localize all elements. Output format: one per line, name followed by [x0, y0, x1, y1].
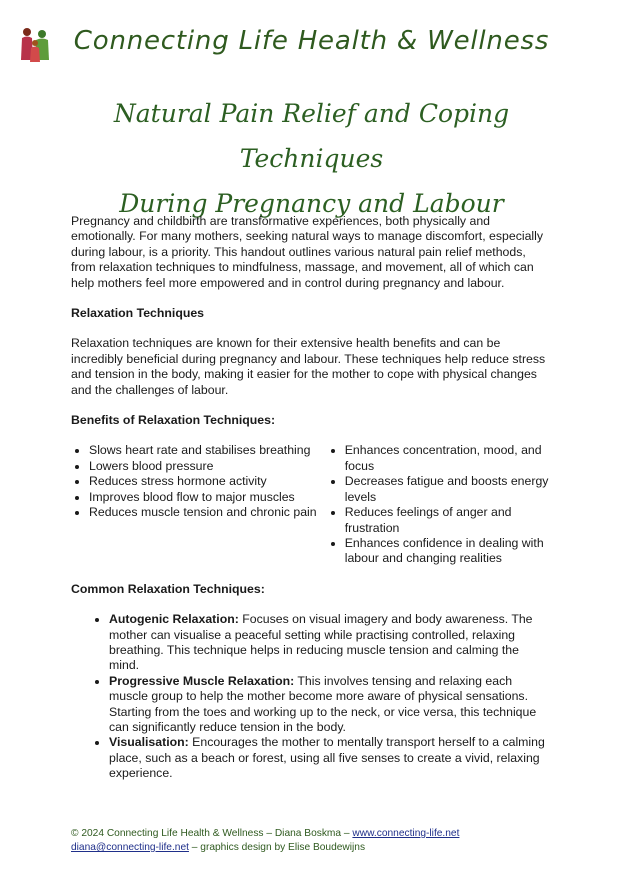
list-item: • Reduces muscle tension and chronic pain	[89, 505, 327, 520]
list-item	[109, 735, 551, 781]
footer-line-2	[71, 841, 591, 855]
list-item: • Slows heart rate and stabilises breathing	[89, 443, 327, 458]
email-link[interactable]: diana@connecting-life.net	[71, 842, 189, 853]
benefits-right-column	[327, 443, 551, 566]
technique-name: Progressive Muscle Relaxation:	[109, 673, 295, 688]
relaxation-heading: Relaxation Techniques	[71, 306, 205, 321]
list-item: • Improves blood flow to major muscles	[89, 490, 327, 505]
list-item: • Enhances concentration, mood, and focus	[345, 443, 551, 474]
page-title	[40, 91, 583, 226]
common-techniques-heading: Common Relaxation Techniques:	[71, 581, 265, 596]
main-content	[71, 214, 551, 782]
technique-description: This involves tensing and relaxing each muscle group to help the mother become more aware of physical sensations. Starting from the toes and working up to the neck, or vice versa, this technique can significantly reduce tension in the body.	[109, 673, 537, 734]
list-item: • Reduces stress hormone activity	[89, 474, 327, 489]
technique-description: Focuses on visual imagery and body awareness. The mother can visualise a peaceful setting while practising controlled, relaxing breathing. This technique helps in reducing muscle tension and calming the mind.	[109, 612, 533, 673]
list-item	[109, 612, 551, 674]
benefits-heading: Benefits of Relaxation Techniques:	[71, 413, 276, 428]
technique-description: Encourages the mother to mentally transport herself to a calming place, such as a beach or forest, using all five senses to create a vivid, relaxing experience.	[109, 735, 545, 781]
credit-text: – graphics design by Elise Boudewijns	[188, 842, 366, 853]
technique-name: Autogenic Relaxation:	[109, 612, 239, 627]
title-line-1: Natural Pain Relief and Coping Techniques	[113, 99, 510, 173]
list-item: • Reduces feelings of anger and frustration	[345, 505, 551, 536]
website-link[interactable]: www.connecting-life.net	[352, 828, 460, 839]
list-item: • Lowers blood pressure	[89, 459, 327, 474]
copyright-text: © 2024 Connecting Life Health & Wellness – Diana Boskma –	[71, 828, 353, 839]
title-line-2: During Pregnancy and Labour	[119, 189, 504, 218]
brand-name: Connecting Life Health & Wellness	[73, 26, 550, 56]
list-item: • Decreases fatigue and boosts energy levels	[345, 474, 551, 505]
intro-paragraph: Pregnancy and childbirth are transformative experiences, both physically and emotionally. For many mothers, seeking natural ways to manage discomfort, especially during labour, is a priority. This handout outlines various natural pain relief methods, from relaxation techniques to mindfulness, massage, and movement, all of which can help mothers feel more empowered and in control during pregnancy and labour.	[71, 214, 544, 290]
list-item	[109, 674, 551, 736]
page-header	[0, 16, 623, 66]
footer-line-1	[71, 827, 591, 841]
benefits-list	[71, 443, 551, 566]
relaxation-paragraph: Relaxation techniques are known for their extensive health benefits and can be incredibly beneficial during pregnancy and labour. These techniques help reduce stress and tension in the body, making it easier for the mother to cope with physical changes and the challenges of labour.	[71, 336, 546, 397]
list-item: • Enhances confidence in dealing with labour and changing realities	[345, 536, 551, 567]
page-footer	[71, 827, 591, 855]
technique-name: Visualisation:	[109, 735, 189, 750]
benefits-left-column	[71, 443, 327, 566]
techniques-list	[71, 612, 551, 781]
